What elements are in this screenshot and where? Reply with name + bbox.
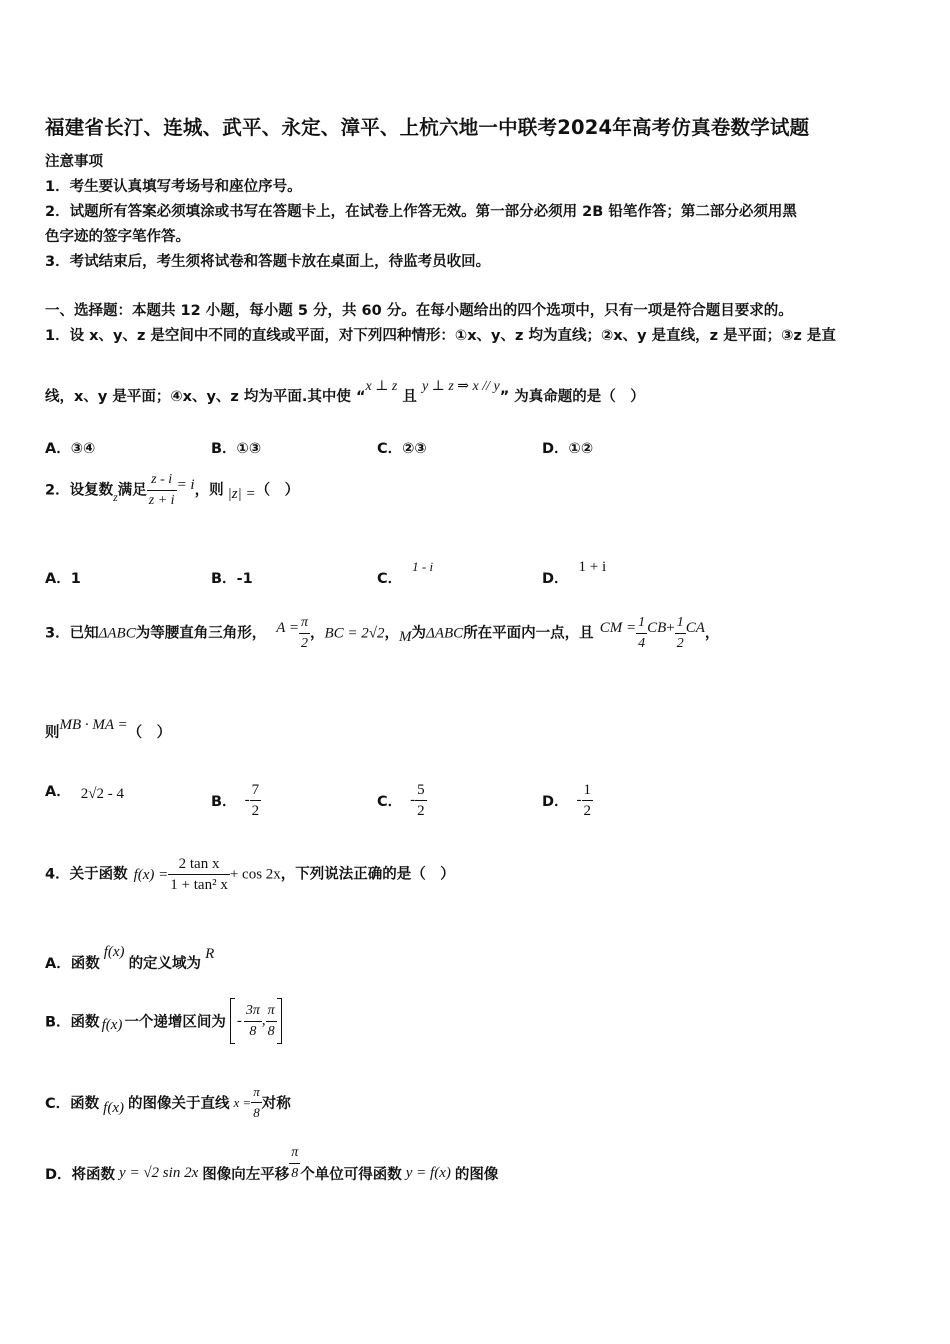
q4-d-expr: y = √2 sin 2x (119, 1165, 199, 1181)
q3-pi: π (299, 613, 310, 634)
q3-paren: （ ） (127, 725, 172, 741)
q3-m: M (399, 628, 412, 645)
q1-option-b[interactable]: B．①③ (211, 441, 262, 457)
q4-a-r: R (205, 946, 215, 962)
q3-one-b: 1 (675, 613, 686, 634)
q1-cond1: x ⊥ z (365, 379, 398, 394)
q4-c-label: C．函数 (45, 1096, 100, 1112)
q2-post: ，则 (194, 482, 224, 499)
q4-option-d[interactable] (45, 1143, 498, 1184)
q1-option-d[interactable]: D．①② (542, 441, 594, 457)
q3-dot: MB · MA = (59, 717, 128, 733)
q4-cos: + cos 2x (229, 866, 281, 883)
q4-b-label: B．函数 (45, 1014, 100, 1031)
q2-option-d[interactable] (542, 559, 607, 588)
q3-cb: CB (647, 619, 667, 636)
q2-z: z (113, 489, 118, 504)
question-3: 3．已知ΔABC为等腰直角三角形， A = $\frac{\pi}{2}$ ，BC = 2√2，M为ΔABC所在平面内一点，且 CM = $\frac{1}{4}$ CB+ $\frac{1}{2}$ CA， (45, 613, 719, 654)
q3-four: 4 (638, 636, 646, 651)
q4-fraction (168, 854, 230, 895)
q4-c-fx: f(x) (103, 1100, 124, 1116)
q3-option-d-sign: - (576, 792, 582, 808)
q3-a-eq: A = (276, 619, 299, 636)
question-1-line2 (45, 379, 645, 407)
q4-b-lnum: 3π (244, 1001, 262, 1022)
q3-option-b[interactable] (211, 780, 261, 821)
q3-two: 2 (301, 636, 308, 651)
q4-b-left-bracket (230, 998, 235, 1044)
notice-item: 色字迹的签字笔作答。 (45, 229, 190, 245)
q3-option-d-num: 1 (582, 780, 594, 801)
q3-option-a[interactable] (45, 780, 124, 801)
q4-num: 2 tan x (168, 854, 230, 875)
q2-option-a[interactable] (45, 567, 81, 588)
question-4 (45, 854, 455, 895)
q3-tri: ΔABC (98, 625, 136, 642)
q4-c-text: 的图像关于直线 (127, 1096, 230, 1112)
q4-d-t3: 的图像 (454, 1167, 499, 1183)
q3-option-d[interactable] (542, 780, 593, 821)
q3-option-c-frac (415, 780, 427, 821)
q4-d-t2: 个单位可得函数 (300, 1167, 402, 1183)
q3-t1: 为等腰直角三角形， (135, 625, 267, 642)
q3-pre: 3．已知 (45, 625, 99, 642)
q2-eq: = i (176, 476, 195, 493)
q4-c-num: π (251, 1082, 262, 1103)
q3-option-b-frac (250, 780, 262, 821)
q4-option-c[interactable] (45, 1082, 291, 1123)
q2-option-a-label: A． (45, 571, 71, 587)
q3-two-b: 2 (676, 636, 684, 651)
q3-one: 1 (636, 613, 647, 634)
q4-a-fx: f(x) (103, 944, 125, 960)
q2-fraction (147, 470, 177, 511)
q3-option-c-den: 2 (417, 803, 425, 819)
page-title: 福建省长汀、连城、武平、永定、漳平、上杭六地一中联考2024年高考仿真卷数学试题 (45, 116, 810, 139)
q4-c-frac (251, 1082, 262, 1123)
notice-item: 3．考试结束后，考生须将试卷和答题卡放在桌面上，待监考员收回。 (45, 254, 491, 270)
q2-option-c-value: 1 - i (412, 559, 434, 574)
q3-pi-over-2 (299, 613, 310, 654)
q3-comma: ， (704, 625, 720, 642)
q3-half (675, 613, 686, 654)
q3-option-d-frac (582, 780, 594, 821)
q2-mid: 满足 (117, 482, 147, 499)
q4-b-rnum: π (266, 1001, 277, 1022)
q1-and: 且 (397, 389, 422, 405)
q3-t3: 所在平面内一点，且 (463, 625, 594, 642)
q3-t2: 为 (411, 625, 427, 642)
q2-frac-num: z - i (147, 470, 177, 491)
notice-heading: 注意事项 (45, 154, 103, 170)
q4-post: ，下列说法正确的是（ ） (280, 866, 455, 883)
q4-d-den: 8 (291, 1166, 299, 1181)
q3-tri2: ΔABC (426, 625, 464, 642)
q3-option-b-den: 2 (251, 803, 260, 819)
q4-c-tail: 对称 (261, 1096, 291, 1112)
q3-option-c-label: C． (377, 794, 403, 810)
q3-option-a-label: A． (45, 784, 71, 800)
q3-plus: + (666, 619, 675, 636)
q4-b-rfrac (266, 1001, 277, 1042)
q1-option-a[interactable]: A．③④ (45, 441, 96, 457)
q3-option-c[interactable] (377, 780, 427, 821)
q4-b-lfrac (244, 1001, 262, 1042)
q4-pre: 4．关于函数 (45, 866, 128, 883)
q2-pre: 2．设复数 (45, 482, 114, 499)
q3-option-c-num: 5 (415, 780, 427, 801)
q3-quarter (636, 613, 647, 654)
question-1-line1: 1．设 x、y、z 是空间中不同的直线或平面，对下列四种情形：①x、y、z 均为直线；②x、y 是直线，z 是平面；③z 是直 (45, 328, 836, 344)
q4-c-den: 8 (253, 1105, 260, 1120)
q4-d-expr2: y = f(x) (405, 1165, 451, 1181)
q1-cond2: y ⊥ z ⇒ x // y (421, 379, 500, 394)
q4-fx: f(x) = (133, 866, 169, 883)
q4-b-fx: f(x) (101, 1016, 123, 1033)
q2-option-d-label: D． (542, 571, 569, 587)
q1-text-a: 线，x、y 是平面；④x、y、z 均为平面.其中使 “ (45, 389, 366, 405)
q3-option-a-value: 2√2 - 4 (80, 786, 124, 802)
q2-option-c[interactable] (377, 559, 434, 588)
q2-frac-den: z + i (148, 493, 175, 508)
q2-abs: |z| = (227, 485, 256, 502)
q4-a-label: A．函数 (45, 956, 100, 972)
q4-d-label: D．将函数 (45, 1167, 116, 1183)
q4-b-rden: 8 (267, 1023, 275, 1039)
notice-item: 1．考生要认真填写考场号和座位序号。 (45, 179, 302, 195)
question-3-line2 (45, 717, 172, 742)
q2-paren: （ ） (255, 482, 300, 499)
q4-b-neg: - (236, 1012, 242, 1029)
q3-option-d-label: D． (542, 794, 569, 810)
q4-c-x: x = (233, 1094, 252, 1110)
q3-then: 则 (45, 725, 60, 741)
q4-den: 1 + tan² x (170, 877, 228, 893)
q4-d-t1: 图像向左平移 (202, 1167, 290, 1183)
q4-b-right-bracket (277, 998, 282, 1044)
q4-b-text: 一个递增区间为 (124, 1014, 226, 1031)
q2-option-b-value: -1 (236, 571, 253, 587)
q1-option-c[interactable]: C．②③ (377, 441, 427, 457)
section-heading: 一、选择题：本题共 12 小题，每小题 5 分，共 60 分。在每小题给出的四个选项中，只有一项是符合题目要求的。 (45, 303, 793, 319)
q3-option-d-den: 2 (583, 803, 592, 819)
q4-option-a[interactable] (45, 944, 215, 973)
q1-text-b: ” 为真命题的是（ ） (499, 389, 645, 405)
q2-option-b[interactable] (211, 567, 253, 588)
notice-item: 2．试题所有答案必须填涂或书写在答题卡上，在试卷上作答无效。第一部分必须用 2B 铅笔作答；第二部分必须用黑 (45, 204, 797, 220)
q4-b-lden: 8 (249, 1023, 257, 1039)
q3-ca: CA (685, 619, 705, 636)
q2-option-a-value: 1 (70, 571, 81, 587)
q4-option-b[interactable]: B．函数 f(x) 一个递增区间为 - $\frac{3\pi}{8}$ , $\frac{\pi}{8}$ (45, 998, 282, 1044)
q4-d-frac (289, 1143, 300, 1184)
q2-option-c-label: C． (377, 571, 403, 587)
q3-cm: CM = (599, 619, 637, 636)
q2-option-b-label: B． (211, 571, 237, 587)
q3-bc: BC = 2√2 (324, 625, 385, 642)
q4-d-num: π (289, 1143, 300, 1164)
q3-option-b-sign: - (244, 792, 250, 808)
q4-a-text: 的定义域为 (128, 956, 202, 972)
q2-option-d-value: 1 + i (578, 559, 607, 575)
q3-option-b-num: 7 (250, 780, 262, 801)
q3-option-b-label: B． (211, 794, 237, 810)
q3-option-c-sign: - (410, 792, 416, 808)
question-2 (45, 470, 299, 511)
